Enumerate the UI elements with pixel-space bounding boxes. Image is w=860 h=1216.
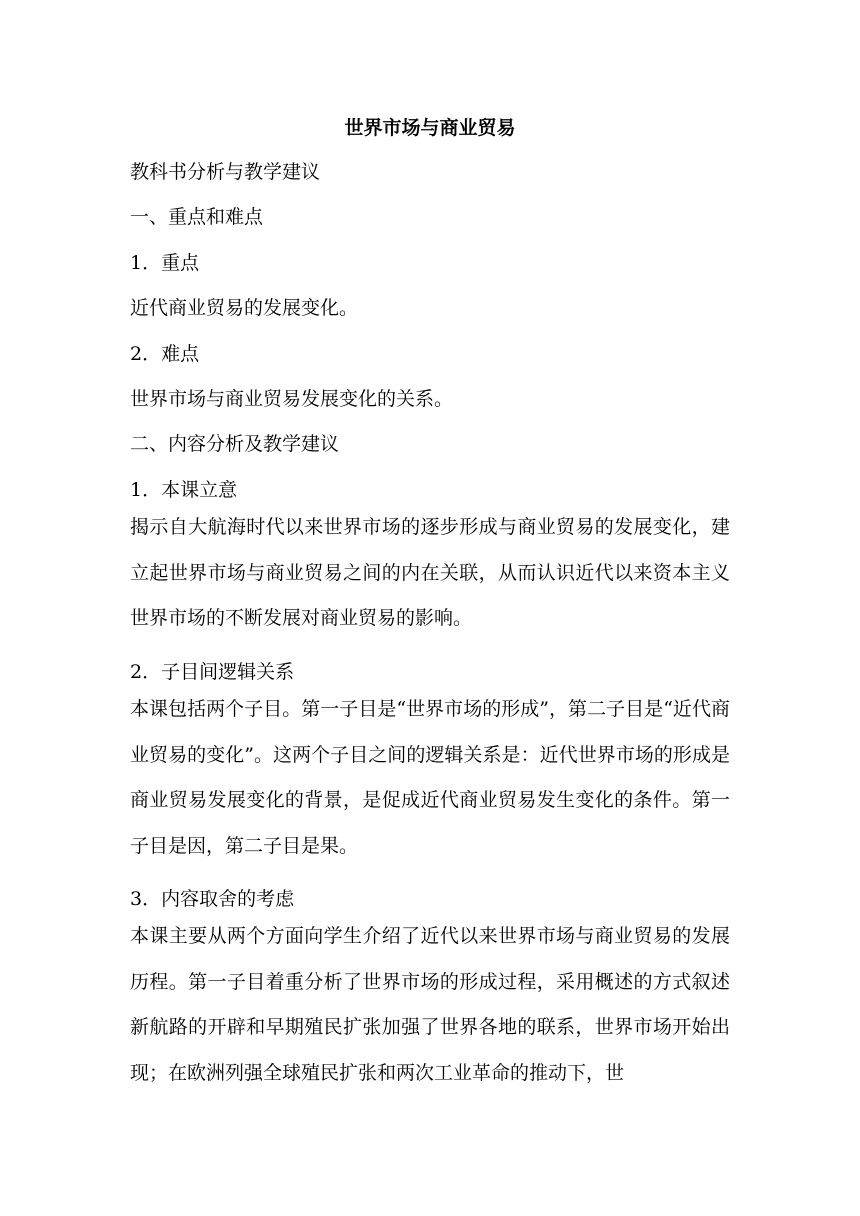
paragraph-lesson-intent: 揭示自大航海时代以来世界市场的逐步形成与商业贸易的发展变化，建立起世界市场与商业贸易之间的内在关联，从而认识近代以来资本主义世界市场的不断发展对商业贸易的影响。 xyxy=(130,516,730,629)
subheading-difficulty: 2．难点 xyxy=(130,343,200,365)
subheading-focus: 1．重点 xyxy=(130,252,200,274)
document-title: 世界市场与商业贸易 xyxy=(344,117,516,139)
section-heading-key-points: 一、重点和难点 xyxy=(130,206,264,228)
paragraph-logic-relation: 本课包括两个子目。第一子目是“世界市场的形成”，第二子目是“近代商业贸易的变化”。这两个子目之间的逻辑关系是：近代世界市场的形成是商业贸易发展变化的背景，是促成近代商业贸易发生变化的条件。第一子目是因，第二子目是果。 xyxy=(130,698,730,857)
subheading-lesson-intent: 1．本课立意 xyxy=(130,479,238,501)
paragraph-content-selection: 本课主要从两个方面向学生介绍了近代以来世界市场与商业贸易的发展历程。第一子目着重分析了世界市场的形成过程，采用概述的方式叙述新航路的开辟和早期殖民扩张加强了世界各地的联系，世界市场开始出现；在欧洲列强全球殖民扩张和两次工业革命的推动下，世 xyxy=(130,925,730,1084)
document-subtitle: 教科书分析与教学建议 xyxy=(130,161,321,183)
paragraph-focus: 近代商业贸易的发展变化。 xyxy=(130,297,359,319)
subheading-logic-relation: 2．子目间逻辑关系 xyxy=(130,661,295,683)
paragraph-difficulty: 世界市场与商业贸易发展变化的关系。 xyxy=(130,388,454,410)
subheading-content-selection: 3．内容取舍的考虑 xyxy=(130,888,295,910)
section-heading-content-analysis: 二、内容分析及教学建议 xyxy=(130,433,340,455)
